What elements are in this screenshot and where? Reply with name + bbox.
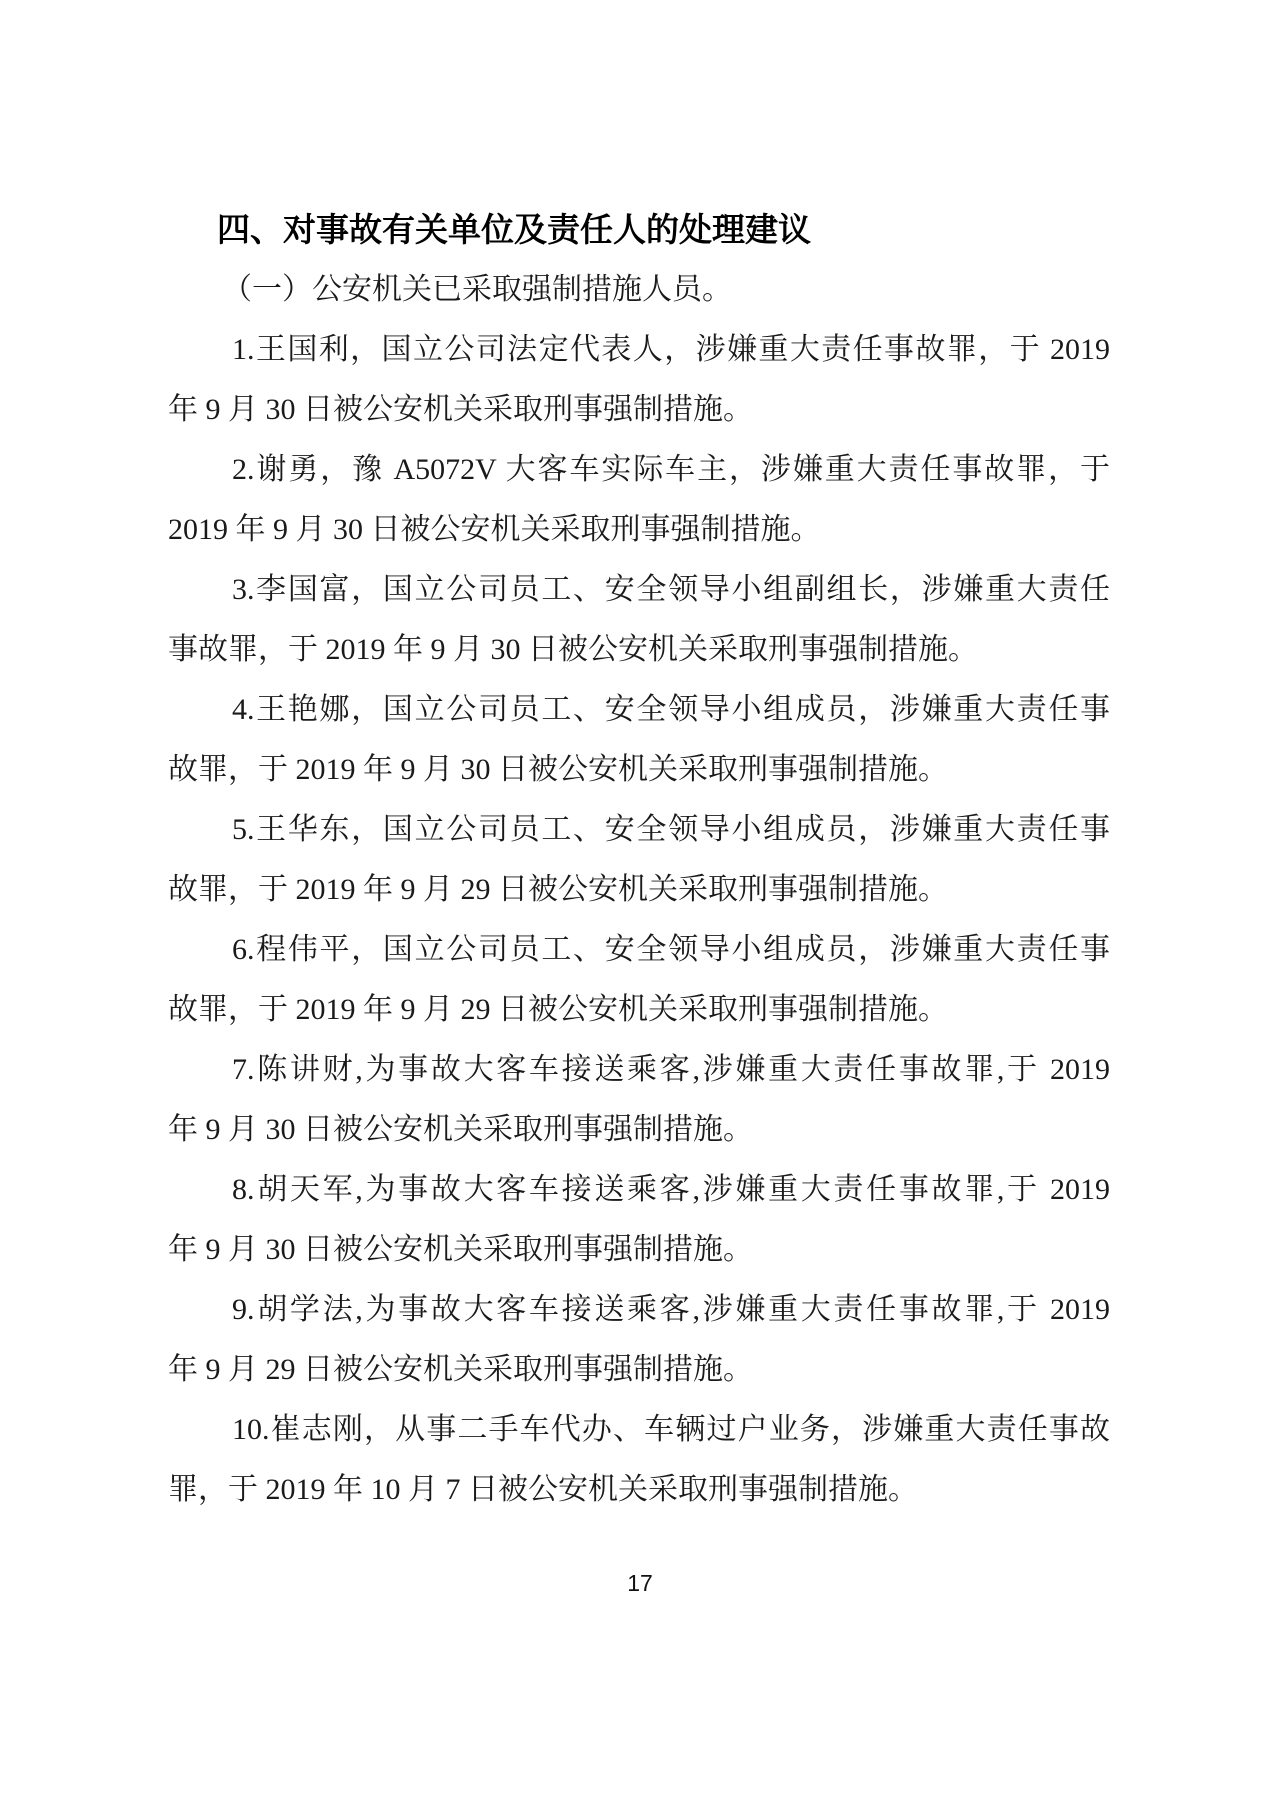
paragraph-5-line-1: 5.王华东，国立公司员工、安全领导小组成员，涉嫌重大责任事 (232, 813, 1110, 846)
paragraph-7-line-2: 年 9 月 30 日被公安机关采取刑事强制措施。 (168, 1113, 753, 1146)
paragraph-8-line-1: 8.胡天军,为事故大客车接送乘客,涉嫌重大责任事故罪,于 2019 (232, 1173, 1110, 1206)
paragraph-3-line-2: 事故罪，于 2019 年 9 月 30 日被公安机关采取刑事强制措施。 (168, 633, 978, 666)
paragraph-7-line-1: 7.陈讲财,为事故大客车接送乘客,涉嫌重大责任事故罪,于 2019 (232, 1053, 1110, 1086)
paragraph-6-line-2: 故罪，于 2019 年 9 月 29 日被公安机关采取刑事强制措施。 (168, 993, 948, 1026)
paragraph-1 (168, 320, 1110, 440)
paragraph-4-line-2: 故罪，于 2019 年 9 月 30 日被公安机关采取刑事强制措施。 (168, 753, 948, 786)
paragraph-9-line-1: 9.胡学法,为事故大客车接送乘客,涉嫌重大责任事故罪,于 2019 (232, 1293, 1110, 1326)
paragraph-9 (168, 1280, 1110, 1400)
text-block (168, 200, 1110, 1520)
paragraph-10-line-2: 罪，于 2019 年 10 月 7 日被公安机关采取刑事强制措施。 (168, 1473, 918, 1506)
paragraph-7 (168, 1040, 1110, 1160)
paragraph-2 (168, 440, 1110, 560)
section-heading: 四、对事故有关单位及责任人的处理建议 (217, 211, 811, 248)
paragraph-2-line-2: 2019 年 9 月 30 日被公安机关采取刑事强制措施。 (168, 513, 821, 546)
paragraph-8 (168, 1160, 1110, 1280)
paragraph-10-line-1: 10.崔志刚，从事二手车代办、车辆过户业务，涉嫌重大责任事故 (232, 1413, 1110, 1446)
paragraph-4-line-1: 4.王艳娜，国立公司员工、安全领导小组成员，涉嫌重大责任事 (232, 693, 1110, 726)
paragraph-6-line-1: 6.程伟平，国立公司员工、安全领导小组成员，涉嫌重大责任事 (232, 933, 1110, 966)
paragraph-8-line-2: 年 9 月 30 日被公安机关采取刑事强制措施。 (168, 1233, 753, 1266)
paragraph-2-line-1: 2.谢勇，豫 A5072V 大客车实际车主，涉嫌重大责任事故罪，于 (232, 453, 1110, 486)
subsection-heading: （一）公安机关已采取强制措施人员。 (222, 273, 732, 306)
paragraph-4 (168, 680, 1110, 800)
paragraph-5-line-2: 故罪，于 2019 年 9 月 29 日被公安机关采取刑事强制措施。 (168, 873, 948, 906)
paragraph-3 (168, 560, 1110, 680)
paragraph-9-line-2: 年 9 月 29 日被公安机关采取刑事强制措施。 (168, 1353, 753, 1386)
paragraph-1-line-2: 年 9 月 30 日被公安机关采取刑事强制措施。 (168, 393, 753, 426)
paragraph-3-line-1: 3.李国富，国立公司员工、安全领导小组副组长，涉嫌重大责任 (232, 573, 1110, 606)
paragraph-1-line-1: 1.王国利，国立公司法定代表人，涉嫌重大责任事故罪，于 2019 (232, 333, 1110, 366)
page-number: 17 (627, 1570, 653, 1596)
paragraph-10 (168, 1400, 1110, 1520)
paragraph-6 (168, 920, 1110, 1040)
paragraph-5 (168, 800, 1110, 920)
paragraph-list (168, 320, 1110, 1520)
